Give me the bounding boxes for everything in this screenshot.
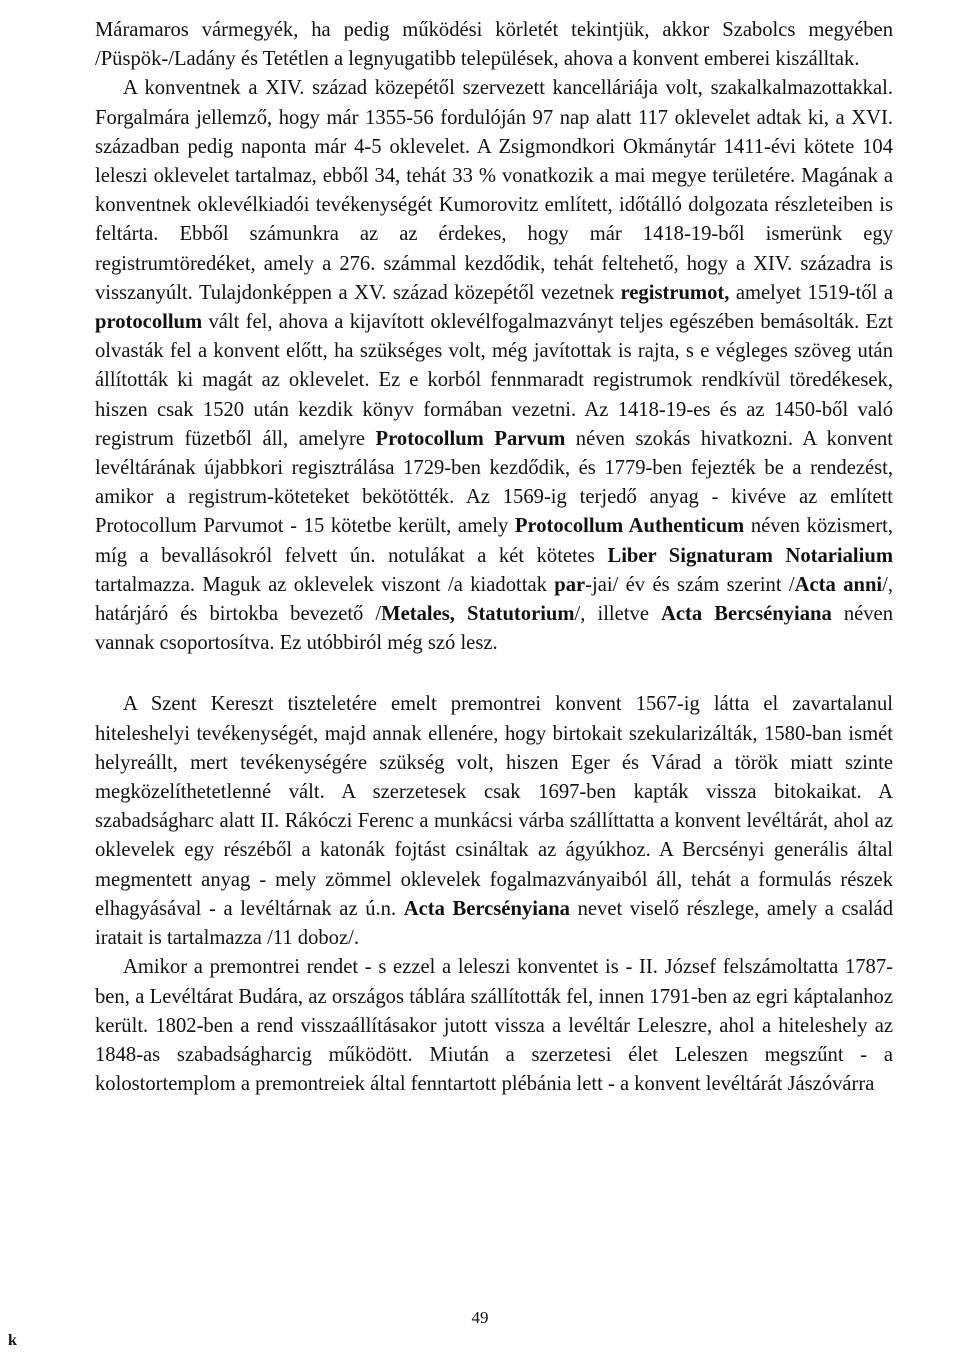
- page-number: 49: [471, 1308, 489, 1327]
- paragraph-text: Amikor a premontrei rendet - s ezzel a leleszi konventet is - II. József felszámoltatta 1787-ben, a Levéltárat Budára, az országos táblára szállították fel, innen 1791-ben az egri káptalanhoz került. 1802-ben a rend visszaállításakor jutott vissza a levéltár Leleszre, ahol a hiteleshely az 1848-as szabadságharcig működött. Miután a szerzetesi élet Leleszen megszűnt - a kolostortemplom a premontreiek által fenntartott plébánia lett - a konvent levéltárát Jászóvárra: [95, 956, 893, 1096]
- bold-term: Protocollum Parvum: [375, 427, 566, 450]
- paragraph-3: [95, 690, 893, 953]
- page-body: [95, 16, 893, 1099]
- bold-term: protocollum: [95, 311, 203, 334]
- bold-term: Acta Bercsényiana: [661, 603, 832, 626]
- paragraph-text: néven szokás hivatkozni. A konvent levéltárának újabbkori regisztrálása 1729-ben kezdődik, és 1779-ben fejezték be a rendezést, amikor a registrum-köteteket bekötötték. Az 1569-ig terjedő anyag - kivéve az említett Protocollum Parvumot - 15 kötetbe került, amely: [95, 427, 893, 538]
- paragraph-2: [95, 74, 893, 658]
- paragraph-text: A Szent Kereszt tiszteletére emelt premontrei konvent 1567-ig látta el zavartalanul hiteleshelyi tevékenységét, majd annak ellenére, hogy birtokait szekularizálták, 1580-ban ismét helyreállt, mert tevékenységére szükség volt, hiszen Eger és Várad a török miatt szinte megközelíthetetlenné vált. A szerzetesek csak 1697-ben kapták vissza bitokaikat. A szabadságharc alatt II. Rákóczi Ferenc a munkácsi várba szállíttatta a konvent levéltárát, ahol az oklevelek egy részéből a katonák fojtást csináltak az ágyúkhoz. A Bercsényi generális által megmentett anyag - mely zömmel oklevelek fogalmazványaiból áll, tehát a formulás részek elhagyásával - a levéltárnak az ú.n.: [95, 693, 893, 920]
- paragraph-text: Máramaros vármegyék, ha pedig működési körletét tekintjük, akkor Szabolcs megyében /Püspök-/Ladány és Tetétlen a legnyugatibb települések, ahova a konvent emberei kiszálltak.: [95, 19, 893, 71]
- bold-term: Liber Signaturam Notarialium: [607, 544, 893, 567]
- paragraph-text: nevet viselő részlege, amely a család iratait is tartalmazza /11 doboz/.: [95, 897, 893, 950]
- paragraph-text: amelyet 1519-től a: [729, 281, 893, 304]
- paragraph-text: néven közismert, míg a bevallásokról felvett ún. notulákat a két kötetes: [95, 515, 894, 567]
- paragraph-gap: [95, 658, 893, 690]
- paragraph-text: /, illetve: [574, 603, 662, 626]
- paragraph-4: [95, 953, 893, 1099]
- paragraph-text: tartalmazza. Maguk az oklevelek viszont /a kiadottak: [95, 573, 555, 596]
- bold-term: Metales, Statutorium: [381, 603, 575, 626]
- paragraph-text: néven vannak csoportosítva. Ez utóbbiról még szó lesz.: [95, 603, 893, 655]
- paragraph-text: vált fel, ahova a kijavított oklevélfogalmazványt teljes egészében bemásolták. Ezt olvasták fel a konvent előtt, ha szükséges volt, még javítottak is rajta, s e végleges szöveg után állították ki magát az oklevelet. Ez e korból fennmaradt registrumok rendkívül töredékesek, hiszen csak 1520 után kezdik könyv formában vezetni. Az 1418-19-es és az 1450-ből való registrum füzetből áll, amelyre: [95, 311, 893, 450]
- corner-mark: k: [8, 1332, 17, 1349]
- bold-term: Acta Bercsényiana: [403, 897, 570, 920]
- paragraph-text: /, határjáró és birtokba bevezető /: [95, 573, 893, 626]
- bold-term: registrumot,: [620, 281, 730, 304]
- paragraph-1: [95, 16, 893, 74]
- bold-term: Protocollum Authenticum: [514, 515, 745, 538]
- bold-term: par: [554, 573, 586, 596]
- bold-term: Acta anni: [794, 573, 883, 596]
- paragraph-text: A konventnek a XIV. század közepétől szervezett kancelláriája volt, szakalkalmazottakkal. Forgalmára jellemző, hogy már 1355-56 fordulóján 97 nap alatt 117 oklevelet adtak ki, a XVI. században pedig naponta már 4-5 oklevelet. A Zsigmondkori Okmánytár 1411-évi kötete 104 leleszi oklevelet tartalmaz, ebből 34, tehát 33 % vonatkozik a mai megye területére. Magának a konventnek oklevélkiadói tevékenységét Kumorovitz említett, időtálló dolgozata részleteiben is feltárta. Ebből számunkra az az érdekes, hogy már 1418-19-ből ismerünk egy registrumtöredéket, amely a 276. számmal kezdődik, tehát feltehető, hogy a XIV. századra is visszanyúlt. Tulajdonképpen a XV. század közepétől vezetnek: [95, 77, 893, 304]
- paragraph-text: -jai/ év és szám szerint /: [585, 573, 795, 596]
